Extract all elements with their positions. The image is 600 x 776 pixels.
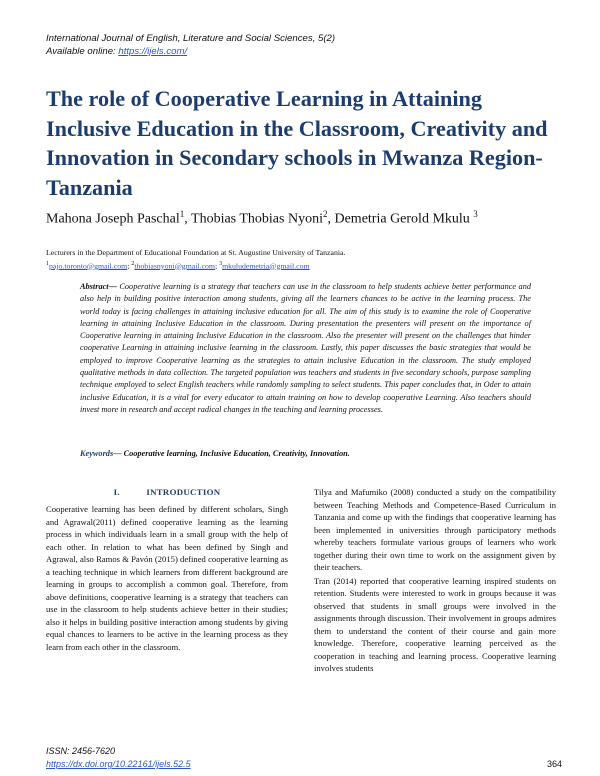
keywords-terms: Cooperative learning, Inclusive Education, Creativity, Innovation. bbox=[123, 449, 350, 458]
paragraph: Tran (2014) reported that cooperative learning inspired students on retention. Students were interested to work in groups because it was observed that students in small groups were involved in the assignments through discussion. Their involvement in groups admires them to understand the content of their course and gain more knowledge. Therefore, cooperative learning perceived as the cooperation in teaching and learning process. Cooperative learning involves students bbox=[314, 575, 556, 673]
abstract-label: Abstract— bbox=[80, 282, 117, 291]
body-column-left bbox=[46, 503, 288, 653]
email-link[interactable]: thobiasnyoni@gmail.com bbox=[134, 261, 215, 271]
abstract-text: Cooperative learning is a strategy that teachers can use in the classroom to help students achieve better performance and also help in building positive interaction among students, giving all the learners chances to be active in the learning process. The world today is facing challenges in attaining inclusive education for all. The aim of this study is to examine the role of Cooperative learning in attaining Inclusive Education in the classroom. During presentation the presenters will present on the importance of Cooperative learning in attaining Inclusive Education in the classroom. Also the presenter will present on the challenges that hinder cooperative Learning in attaining inclusive learning in the classroom. Lastly, this paper discusses the basic strategies that would be employed to improve Cooperative learning as the strategies to attain inclusive Education in the classroom. The study employed qualitative methods in data collection. The targeted population was teachers and students in five secondary schools, purpose sampling technique employed to select English teachers while randomly sampling to select students. This paper concludes that, in Oder to attain inclusive Education, it is a vital for every educator to attain training on how to develop cooperative Learning. Also teachers should invest more in research and accept radical changes in the teaching and learning processes. bbox=[80, 282, 531, 414]
author-list: Mahona Joseph Paschal$^1$, Thobias Thobias Nyoni$^2$, Demetria Gerold Mkulu $^3$ bbox=[46, 209, 478, 227]
author-name: Thobias Thobias Nyoni bbox=[191, 211, 323, 227]
author-name: Mahona Joseph Paschal bbox=[46, 211, 180, 227]
paper-title: The role of Cooperative Learning in Attaining Inclusive Education in the Classroom, Creativity and Innovation in Secondary schools in Mwanza Region- Tanzania bbox=[46, 86, 548, 200]
available-label: Available online: bbox=[46, 46, 116, 57]
doi-link[interactable]: https://dx.doi.org/10.22161/ijels.52.5 bbox=[46, 759, 191, 769]
email-link[interactable]: pajo.toronto@gmail.com bbox=[49, 261, 128, 271]
affiliation bbox=[46, 248, 566, 272]
keywords bbox=[80, 449, 531, 458]
journal-header bbox=[46, 33, 335, 44]
section-heading bbox=[46, 487, 288, 497]
author-sup: 2 bbox=[322, 209, 328, 219]
section-number: I. bbox=[113, 487, 120, 497]
author-name: Demetria Gerold Mkulu bbox=[334, 211, 470, 227]
paragraph: Tilya and Mafumiko (2008) conducted a study on the compatibility between Teaching Methods and Competence-Based Curriculum in Tanzania and come up with the findings that cooperative learning has been implemented in universities through participatory methods whereby teachers formulate various groups of learners who work together during their own time to work on the assignment given by their teachers. bbox=[314, 487, 556, 572]
page-number: 364 bbox=[546, 759, 562, 769]
email-line: $^1$pajo.toronto@gmail.com; $^2$thobiasnyoni@gmail.com; $^3$mkuludemetria@gmail.com bbox=[46, 260, 310, 271]
body-column-right bbox=[314, 486, 556, 675]
author-sup: 3 bbox=[473, 209, 478, 219]
journal-link[interactable]: https://ijels.com/ bbox=[118, 46, 188, 57]
journal-name: International Journal of English, Literature and Social Sciences, 5(2) bbox=[46, 33, 336, 44]
author-sup: 1 bbox=[179, 209, 185, 219]
issn: ISSN: 2456-7620 bbox=[46, 746, 116, 756]
available-online bbox=[46, 46, 187, 57]
email-link[interactable]: mkuludemetria@gmail.com bbox=[222, 261, 310, 271]
paragraph: Cooperative learning has been defined by different scholars, Singh and Agrawal(2011) defined cooperative learning as the learning process in which individuals learn in a small group with the help of each other. In relation to what has been defined by Singh and Agrawal, also Ramos & Pavón (2015) defined cooperative learning as a teaching technique in which learners from different background are learning in groups to accomplish a common goal. Therefore, from above definitions, cooperative learning is a strategy that teachers can use in the classroom to help students achieve better in their studies; also it helps in building positive interaction among students by giving equal chances to learners to be active in the learning process as they learn from each other in the classroom. bbox=[46, 504, 288, 652]
abstract bbox=[80, 281, 531, 416]
doi-line bbox=[46, 759, 191, 769]
section-title: INTRODUCTION bbox=[146, 487, 221, 497]
affiliation-text: Lecturers in the Department of Educational Foundation at St. Augustine University of Tanzania. bbox=[46, 248, 346, 257]
keywords-label: Keywords— bbox=[80, 449, 122, 458]
